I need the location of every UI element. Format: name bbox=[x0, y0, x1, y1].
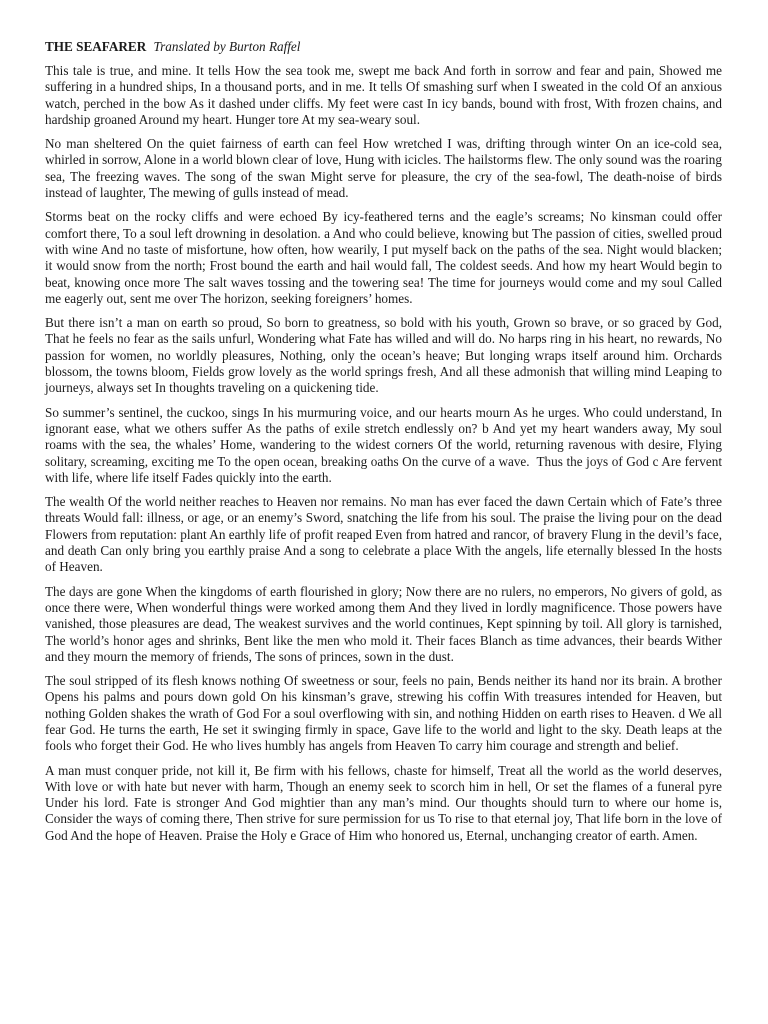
paragraph-2: No man sheltered On the quiet fairness of earth can feel How wretched I was, drifting through winter On an ice-cold sea, whirled in sorrow, Alone in a world blown clear of love, Hung with icicles. The hailstorms flew. The only sound was the roaring sea, The freezing waves. The song of the swan Might serve for pleasure, the cry of the sea-fowl, The death-noise of birds instead of laughter, The mewing of gulls instead of mead. bbox=[45, 136, 726, 201]
paragraph-4: But there isn’t a man on earth so proud, So born to greatness, so bold with his youth, Grown so brave, or so graced by God, That he feels no fear as the sails unfurl, Wondering what Fate has willed and will do. No harps ring in his heart, no rewards, No passion for women, no worldly pleasures, Nothing, only the ocean’s heave; But longing wraps itself around him. Orchards blossom, the towns bloom, Fields grow lovely as the world springs fresh, And all these admonish that willing mind Leaping to journeys, always set In thoughts traveling on a quickening tide. bbox=[45, 315, 726, 396]
paragraph-7: The days are gone When the kingdoms of earth flourished in glory; Now there are no rulers, no emperors, No givers of gold, as once there were, When wonderful things were worked among them And they lived in lordly magnificence. Those powers have vanished, those pleasures are dead, The weakest survives and the world continues, Kept spinning by toil. All glory is tarnished, The world’s honor ages and shrinks, Bent like the men who mold it. Their faces Blanch as time advances, their beards Wither and they mourn the memory of friends, The sons of princes, sown in the dust. bbox=[45, 583, 726, 664]
paragraph-5: So summer’s sentinel, the cuckoo, sings In his murmuring voice, and our hearts mourn As he urges. Who could understand, In ignorant ease, what we others suffer As the paths of exile stretch endlessly on? b And yet my heart wanders away, My soul roams with the sea, the whales’ Home, wandering to the widest corners Of the world, returning ravenous with desire, Flying solitary, screaming, exciting me To the open ocean, breaking oaths On the curve of a wave. Thus the joys of God c Are fervent with life, where life itself Fades quickly into the earth. bbox=[45, 404, 726, 485]
poem-title: THE SEAFARER bbox=[45, 39, 147, 54]
paragraph-3: Storms beat on the rocky cliffs and were echoed By icy-feathered terns and the eagle’s screams; No kinsman could offer comfort there, To a soul left drowning in desolation. a And who could believe, knowing but The passion of cities, swelled proud with wine And no taste of misfortune, how often, how wearily, I put myself back on the paths of the sea. Night would blacken; it would snow from the north; Frost bound the earth and hail would fall, The coldest seeds. And how my heart Would begin to beat, knowing once more The salt waves tossing and the towering sea! The time for journeys would come and my soul Called me eagerly out, sent me over The horizon, seeking foreigners’ homes. bbox=[45, 209, 726, 306]
paragraph-1: This tale is true, and mine. It tells How the sea took me, swept me back And forth in sorrow and fear and pain, Showed me suffering in a hundred ships, In a thousand ports, and in me. It tells Of smashing surf when I sweated in the cold Of an anxious watch, perched in the bow As it dashed under cliffs. My feet were cast In icy bands, bound with frost, With frozen chains, and hardship groaned Around my heart. Hunger tore At my sea-weary soul. bbox=[45, 63, 726, 127]
document-heading bbox=[45, 38, 722, 55]
document-page bbox=[45, 38, 726, 852]
paragraph-6: The wealth Of the world neither reaches to Heaven nor remains. No man has ever faced the dawn Certain which of Fate’s three threats Would fall: illness, or age, or an enemy’s Sword, snatching the life from his soul. The praise the living pour on the dead Flowers from reputation: plant An earthly life of profit reaped Even from hatred and rancor, of bravery Flung in the devil’s face, and death Can only bring you earthly praise And a song to celebrate a place With the angels, life eternally blessed In the hosts of Heaven. bbox=[45, 494, 726, 575]
translator-credit: Translated by Burton Raffel bbox=[153, 39, 301, 54]
paragraph-8: The soul stripped of its flesh knows nothing Of sweetness or sour, feels no pain, Bends neither its hand nor its brain. A brother Opens his palms and pours down gold On his kinsman’s grave, strewing his coffin With treasures intended for Heaven, but nothing Golden shakes the wrath of God For a soul overflowing with sin, and nothing Hidden on earth rises to Heaven. d We all fear God. He turns the earth, He set it swinging firmly in space, Gave life to the world and light to the sky. Death leaps at the fools who forget their God. He who lives humbly has angels from Heaven To carry him courage and strength and belief. bbox=[45, 673, 726, 754]
paragraph-9: A man must conquer pride, not kill it, Be firm with his fellows, chaste for himself, Treat all the world as the world deserves, With love or with hate but never with harm, Though an enemy seek to scorch him in hell, Or set the flames of a funeral pyre Under his lord. Fate is stronger And God mightier than any man’s mind. Our thoughts should turn to where our home is, Consider the ways of coming there, Then strive for sure permission for us To rise to that eternal joy, That life born in the love of God And the hope of Heaven. Praise the Holy e Grace of Him who honored us, Eternal, unchanging creator of earth. Amen. bbox=[45, 762, 726, 843]
